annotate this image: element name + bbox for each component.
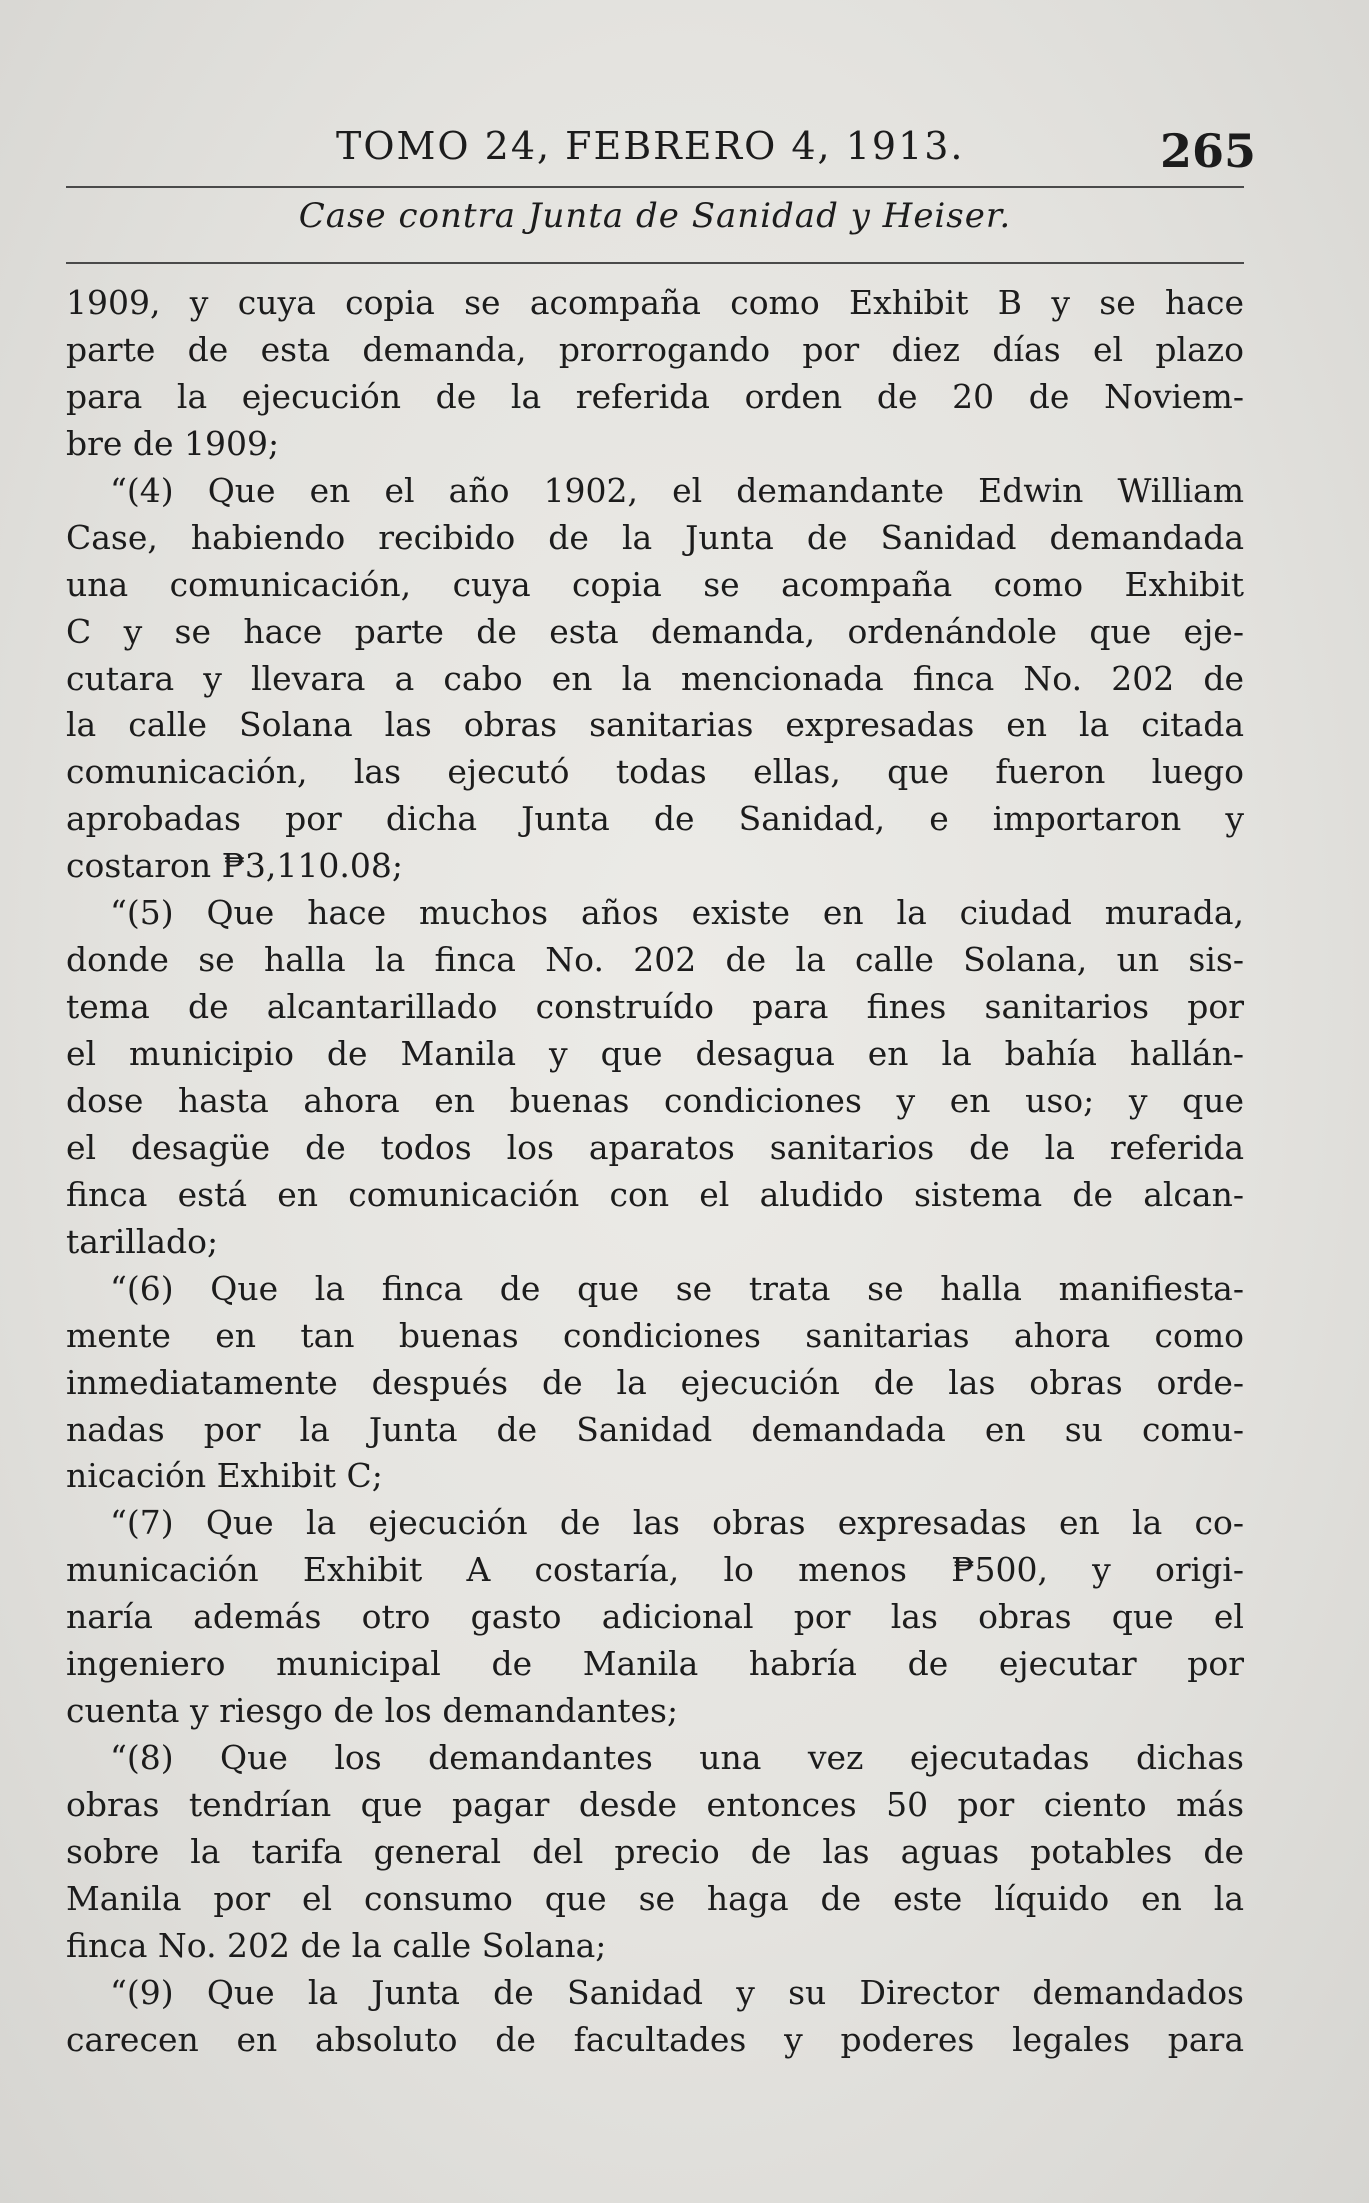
text-line: carecen en absoluto de facultades y poderes legales para xyxy=(66,2019,1244,2059)
text-line: obras tendrían que pagar desde entonces 50 por ciento más xyxy=(66,1785,1244,1824)
text-line: “(6) Que la finca de que se trata se halla manifiesta- xyxy=(110,1268,1244,1308)
running-header xyxy=(66,118,1256,182)
header-rule-top xyxy=(66,186,1244,188)
text-line: bre de 1909; xyxy=(66,423,280,463)
text-line: dose hasta ahora en buenas condiciones y en uso; y que xyxy=(66,1080,1244,1120)
text-line: “(4) Que en el año 1902, el demandante Edwin William xyxy=(110,470,1244,510)
text-line: C y se hace parte de esta demanda, ordenándole que eje- xyxy=(66,611,1244,651)
text-line: la calle Solana las obras sanitarias expresadas en la citada xyxy=(66,705,1244,745)
text-line: “(8) Que los demandantes una vez ejecutadas dichas xyxy=(110,1738,1244,1778)
text-line: finca No. 202 de la calle Solana; xyxy=(66,1925,607,1965)
text-line: aprobadas por dicha Junta de Sanidad, e importaron y xyxy=(66,799,1244,839)
page-number: 265 xyxy=(1159,124,1256,178)
text-line: ingeniero municipal de Manila habría de ejecutar por xyxy=(66,1644,1244,1684)
text-line: comunicación, las ejecutó todas ellas, que fueron luego xyxy=(66,752,1244,792)
text-line: una comunicación, cuya copia se acompaña como Exhibit xyxy=(66,564,1244,604)
text-line: municación Exhibit A costaría, lo menos ₱500, y origi- xyxy=(66,1550,1244,1590)
text-line: inmediatamente después de la ejecución de las obras orde- xyxy=(66,1362,1244,1402)
text-line: tarillado; xyxy=(66,1221,219,1261)
text-line: “(9) Que la Junta de Sanidad y su Director demandados xyxy=(110,1972,1244,2012)
body-text xyxy=(66,280,1244,2064)
text-line: finca está en comunicación con el aludido sistema de alcan- xyxy=(66,1174,1244,1214)
text-line: naría además otro gasto adicional por las obras que el xyxy=(66,1597,1244,1637)
text-line: cuenta y riesgo de los demandantes; xyxy=(66,1691,679,1731)
text-line: nicación Exhibit C; xyxy=(66,1456,383,1496)
running-title: TOMO 24, FEBRERO 4, 1913. xyxy=(336,124,965,168)
text-line: “(5) Que hace muchos años existe en la ciudad murada, xyxy=(110,893,1244,933)
text-line: “(7) Que la ejecución de las obras expresadas en la co- xyxy=(110,1503,1244,1543)
text-line: donde se halla la finca No. 202 de la calle Solana, un sis- xyxy=(66,940,1244,980)
text-line: nadas por la Junta de Sanidad demandada en su comu- xyxy=(66,1409,1244,1449)
text-line: el desagüe de todos los aparatos sanitarios de la referida xyxy=(66,1127,1244,1167)
header-rule-bottom xyxy=(66,262,1244,264)
text-line: Manila por el consumo que se haga de este líquido en la xyxy=(66,1878,1244,1918)
text-line: el municipio de Manila y que desagua en la bahía hallán- xyxy=(66,1034,1244,1073)
text-line: Case, habiendo recibido de la Junta de Sanidad demandada xyxy=(66,517,1244,557)
text-line: costaron ₱3,110.08; xyxy=(66,846,403,886)
text-line: para la ejecución de la referida orden de 20 de Noviem- xyxy=(66,376,1244,416)
text-line: sobre la tarifa general del precio de las aguas potables de xyxy=(66,1831,1244,1871)
text-line: tema de alcantarillado construído para fines sanitarios por xyxy=(66,987,1244,1027)
text-line: mente en tan buenas condiciones sanitarias ahora como xyxy=(66,1315,1244,1355)
text-line: 1909, y cuya copia se acompaña como Exhibit B y se hace xyxy=(66,283,1244,322)
text-line: cutara y llevara a cabo en la mencionada finca No. 202 de xyxy=(66,658,1244,698)
case-title: Case contra Junta de Sanidad y Heiser. xyxy=(298,196,1012,236)
text-line: parte de esta demanda, prorrogando por diez días el plazo xyxy=(66,329,1244,369)
